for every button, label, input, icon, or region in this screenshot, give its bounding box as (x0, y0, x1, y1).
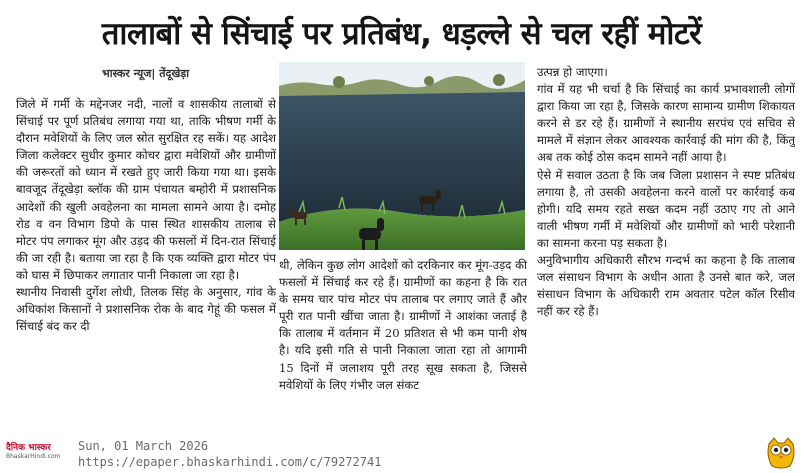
edition-date: Sun, 01 March 2026 (78, 439, 209, 453)
article-column-1 (16, 96, 276, 436)
epaper-url-link[interactable]: https://epaper.bhaskarhindi.com/c/79272741 (78, 455, 382, 469)
column-3-paragraph-4: अनुविभागीय अधिकारी सौरभ गन्दर्भ का कहना है कि तालाब जल संसाधन विभाग के अधीन आता है उनसे बात करे, जल संसाधन विभाग के अधिकारी राम अवतार पटेल कॉल रिसीव नहीं कर रहे हैं। (537, 253, 795, 319)
pond-with-goats-photo (279, 62, 525, 250)
article-byline: भास्कर न्यूज| तेंदूखेड़ा (102, 67, 190, 80)
article-headline: तालाबों से सिंचाई पर प्रतिबंध, धड़ल्ले से चल रहीं मोटरें (101, 16, 702, 52)
column-1-paragraph-1: जिले में गर्मी के मद्देनजर नदी, नालों व शासकीय तालाबों से सिंचाई पर पूर्ण प्रतिबंध लगाया गया था, ताकि भीषण गर्मी के दौरान मवेशियों के लिए जल स्रोत सुरक्षित रह सकें। यह आदेश जिला कलेक्टर सुधीर कुमार कोचर द्वारा मवेशियों और ग्रामीणों की जरूरतों को ध्यान में रखते हुए जारी किया गया था। इसके बावजूद तेंदूखेड़ा ब्लॉक की ग्राम पंचायत बम्होरी में प्रशासनिक आदेशों की खुली अवहेलना का मामला सामने आया है। दमोह रोड व वन विभाग डिपो के पास स्थित शासकीय तालाब से मोटर पंप लगाकर मूंग और उड़द की फसलों में दिन-रात सिंचाई की जा रही है। बताया जा रहा है कि एक व्यक्ति द्वारा मोटर पंप को घास में छिपाकर लगातार पानी निकाला जा रहा है। (16, 97, 276, 282)
column-3-paragraph-3: ऐसे में सवाल उठता है कि जब जिला प्रशासन ने स्पष्ट प्रतिबंध लगाया है, तो उसकी अवहेलना करने वालों पर कार्रवाई कब होगी। यदि समय रहते सख्त कदम नहीं उठाए गए तो आने वाली भीषण गर्मी में मवेशियों और ग्रामीणों को भारी परेशानी का सामना करना पड़ सकता है। (537, 167, 795, 250)
article-column-2 (279, 257, 527, 439)
column-2-paragraph-1: थी, लेकिन कुछ लोग आदेशों को दरकिनार कर मूंग-उड़द की फसलों में सिंचाई कर रहे हैं। ग्रामीणों का कहना है कि रात के समय चार पांच मोटर पंप तालाब पर लगाए जाते हैं और पूरी रात पानी खींचा जाता है। ग्रामीणों ने आशंका जताई है कि तालाब में वर्तमान में 20 प्रतिशत से भी कम पानी शेष है। यदि इसी गति से पानी निकाला जाता रहा तो आगामी 15 दिनों में जलाशय पूरी तरह सूख सकता है, जिससे मवेशियों के लिए गंभीर जल संकट (279, 258, 527, 392)
column-1-paragraph-2: स्थानीय निवासी दुर्गेश लोधी, तिलक सिंह के अनुसार, गांव के अधिकांश किसानों ने प्रशासनिक रोक के बाद गेहूं की फसल में सिंचाई बंद कर दी (16, 285, 276, 334)
logo-text: दैनिक भास्कर (6, 443, 51, 453)
logo-subtext: BhaskarHindi.com (6, 453, 61, 460)
dainik-bhaskar-logo[interactable] (6, 440, 68, 468)
owl-mascot-icon (764, 436, 798, 470)
article-column-3 (537, 64, 795, 440)
column-3-paragraph-1: उत्पन्न हो जाएगा। (537, 65, 608, 79)
column-3-paragraph-2: गांव में यह भी चर्चा है कि सिंचाई का कार्य प्रभावशाली लोगों द्वारा किया जा रहा है, जिसके कारण सामान्य ग्रामीण शिकायत करने से डर रहे हैं। ग्रामीणों ने स्थानीय सरपंच एवं सचिव से मामले में संज्ञान लेकर आवश्यक कार्रवाई की मांग की है, किंतु अब तक कोई ठोस कदम सामने नहीं आया है। (537, 82, 795, 165)
